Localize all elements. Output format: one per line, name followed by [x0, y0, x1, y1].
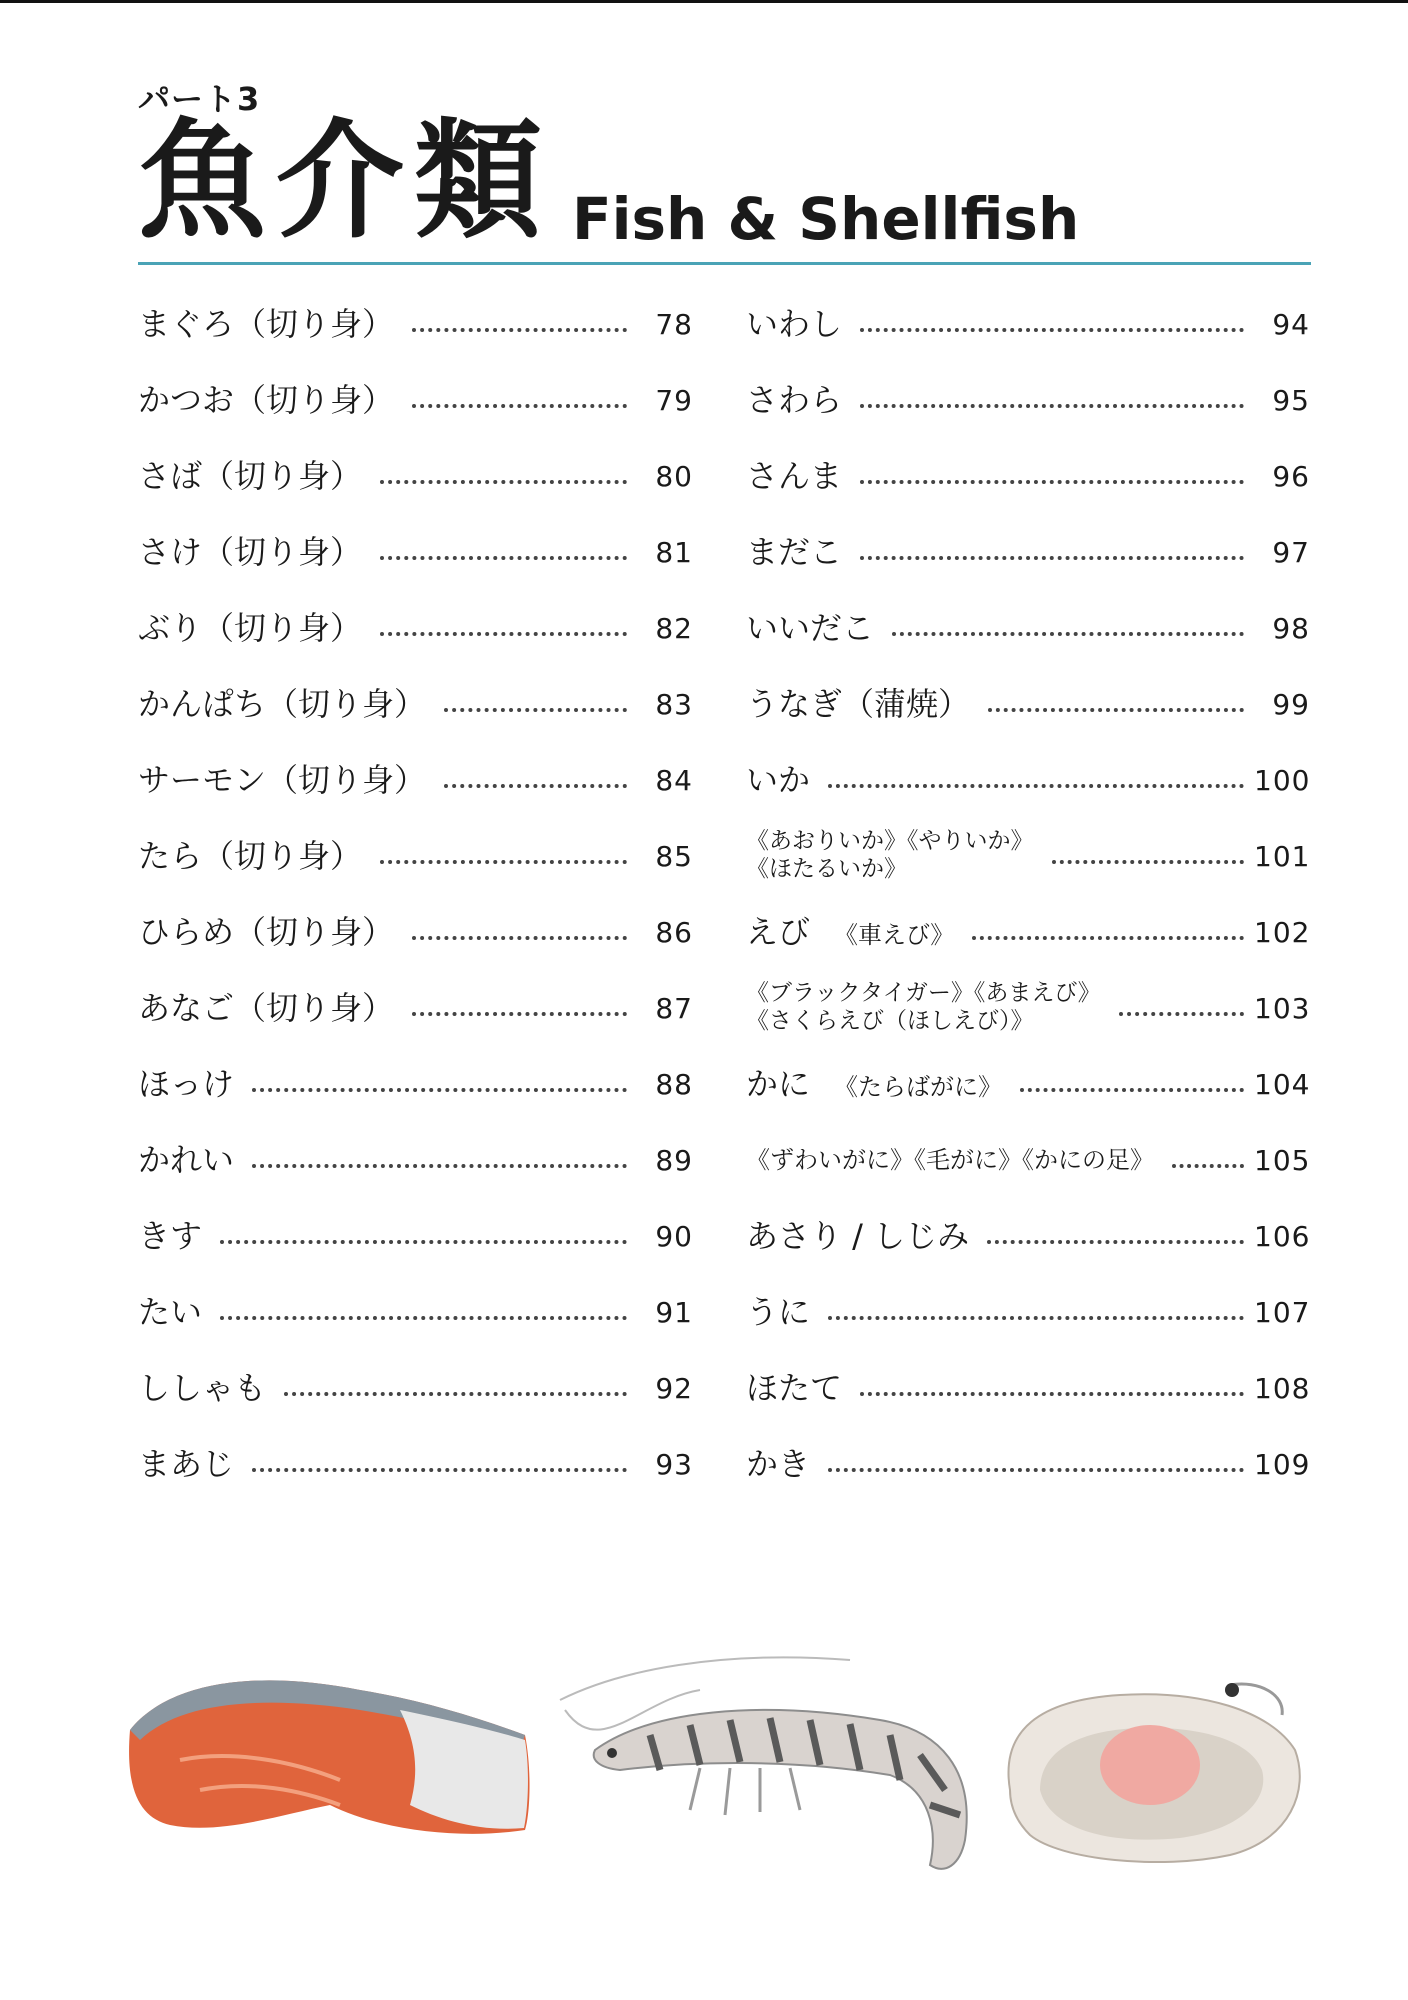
toc-entry: [746, 1274, 1310, 1350]
toc-entry-label: [746, 533, 842, 571]
toc-page-number: 83: [655, 687, 693, 721]
toc-entry-label: [138, 1293, 202, 1331]
toc-entry-label: [138, 381, 394, 419]
toc-entry: [138, 894, 693, 970]
dot-leader: [1119, 1012, 1244, 1016]
dot-leader: [412, 936, 627, 940]
toc-entry-main-text: かつお（切り身）: [138, 380, 395, 419]
toc-left-column: [138, 286, 693, 1502]
dot-leader: [860, 404, 1244, 408]
toc-page-number: 104: [1254, 1067, 1311, 1101]
toc-page-number: 101: [1254, 839, 1311, 873]
dot-leader: [380, 860, 627, 864]
dot-leader: [860, 328, 1244, 332]
toc-entry-main-text: さわら: [746, 380, 843, 419]
dot-leader: [444, 708, 627, 712]
toc-entry-label: [746, 1065, 1002, 1103]
dot-leader: [412, 1012, 627, 1016]
toc-page-number: 103: [1254, 991, 1311, 1025]
toc-entry: [746, 666, 1310, 742]
dot-leader: [1020, 1088, 1244, 1092]
toc-entry: [138, 970, 693, 1046]
toc-entry-label: [138, 913, 394, 951]
toc-entry: [746, 286, 1310, 362]
dot-leader: [252, 1468, 627, 1472]
toc-entry: [746, 894, 1310, 970]
toc-entry-label: 《ずわいがに》《毛がに》《かにの足》: [746, 1145, 1154, 1174]
toc-entry-label-line1: 《あおりいか》《やりいか》: [746, 828, 1034, 855]
salmon-fillet-illustration: [129, 1680, 529, 1833]
toc-entry-label: [138, 1445, 234, 1483]
toc-page-number: 97: [1272, 535, 1310, 569]
toc-entry-main-text: ししゃも: [138, 1368, 267, 1407]
dot-leader: [828, 784, 1244, 788]
dot-leader: [1052, 860, 1245, 864]
toc-page-number: 102: [1254, 915, 1311, 949]
dot-leader: [380, 556, 627, 560]
toc-entry-main-text: うなぎ（蒲焼）: [746, 684, 971, 723]
toc-entry-label: [138, 305, 394, 343]
toc-entry: [746, 362, 1310, 438]
toc-entry-label: [138, 1065, 234, 1103]
toc-entry-main-text: たら（切り身）: [138, 836, 363, 875]
toc-page-number: 109: [1254, 1447, 1311, 1481]
toc-page-number: 84: [655, 763, 693, 797]
toc-entry-label: [746, 457, 842, 495]
toc-entry-main-text: まだこ: [746, 532, 843, 571]
dot-leader: [220, 1240, 627, 1244]
dot-leader: [987, 1240, 1244, 1244]
toc-entry: [138, 1350, 693, 1426]
toc-entry-main-text: まぐろ（切り身）: [138, 304, 395, 343]
dot-leader: [252, 1088, 627, 1092]
toc-entry-label: [138, 457, 362, 495]
toc-entry-main-text: かに: [746, 1064, 811, 1103]
toc-entry-label: [138, 1141, 234, 1179]
toc-entry-main-text: ひらめ（切り身）: [138, 912, 395, 951]
toc-entry-main-text: ほっけ: [138, 1064, 235, 1103]
toc-entry-label: [138, 1217, 202, 1255]
toc-page-number: 90: [655, 1219, 693, 1253]
toc-entry-label: [138, 837, 362, 875]
toc-entry-label: [746, 828, 1034, 883]
dot-leader: [828, 1468, 1244, 1472]
dot-leader: [380, 480, 627, 484]
toc-entry-label: [138, 533, 362, 571]
toc-entry-main-text: かれい: [138, 1140, 235, 1179]
toc-entry-label: [746, 381, 842, 419]
toc-page-number: 95: [1272, 383, 1310, 417]
toc-entry: [138, 286, 693, 362]
toc-page-number: 94: [1272, 307, 1310, 341]
toc-page-number: 91: [655, 1295, 693, 1329]
toc-page-number: 79: [655, 383, 693, 417]
dot-leader: [444, 784, 627, 788]
toc-page-number: 86: [655, 915, 693, 949]
toc-page-number: 108: [1254, 1371, 1311, 1405]
toc-entry-label-line1: 《ブラックタイガー》《あまえび》: [746, 980, 1101, 1007]
toc-page-number: 98: [1272, 611, 1310, 645]
toc-entry-main-text: えび: [746, 912, 811, 951]
toc-page-number: 85: [655, 839, 693, 873]
toc-entry-main-text: ぶり（切り身）: [138, 608, 363, 647]
toc-entry: [746, 1426, 1310, 1502]
toc-entry-main-text: いいだこ: [746, 608, 875, 647]
toc-entry: [746, 590, 1310, 666]
toc-entry: [746, 1350, 1310, 1426]
toc-entry-label: [746, 1217, 969, 1255]
toc-entry: [746, 1046, 1310, 1122]
title-underline: [138, 262, 1311, 265]
dot-leader: [892, 632, 1244, 636]
dot-leader: [860, 480, 1244, 484]
toc-page-number: 88: [655, 1067, 693, 1101]
dot-leader: [380, 632, 627, 636]
dot-leader: [988, 708, 1244, 712]
toc-entry-label: [746, 1293, 810, 1331]
toc-entry-sub-text: 《車えび》: [834, 920, 955, 949]
dot-leader: [860, 1392, 1244, 1396]
toc-page-number: 81: [655, 535, 693, 569]
dot-leader: [1172, 1164, 1244, 1168]
toc-page-number: 107: [1254, 1295, 1311, 1329]
toc-entry: [138, 666, 693, 742]
toc-entry: [746, 970, 1310, 1046]
toc-entry: [138, 1122, 693, 1198]
toc-entry-label: [746, 305, 842, 343]
toc-entry: [746, 1198, 1310, 1274]
page-subtitle-english: Fish & Shellfish: [572, 185, 1080, 253]
dot-leader: [412, 328, 627, 332]
toc-entry: [746, 818, 1310, 894]
toc-page-number: 80: [655, 459, 693, 493]
toc-entry-main-text: あさり / しじみ: [746, 1216, 970, 1255]
dot-leader: [220, 1316, 627, 1320]
toc-entry-main-text: いわし: [746, 304, 843, 343]
toc-entry: [138, 818, 693, 894]
toc-entry-main-text: さば（切り身）: [138, 456, 363, 495]
toc-entry-label: [746, 1445, 810, 1483]
toc-entry-label-line2: 《さくらえび（ほしえび）》: [746, 1008, 1034, 1034]
toc-entry: [138, 1274, 693, 1350]
dot-leader: [284, 1392, 627, 1396]
dot-leader: [860, 556, 1244, 560]
toc-entry-sub-text: 《たらばがに》: [834, 1072, 1003, 1101]
toc-entry-label: [746, 913, 954, 951]
toc-entry-label: [138, 609, 362, 647]
toc-entry-label: [746, 1369, 842, 1407]
toc-entry: [138, 362, 693, 438]
page-title: 魚介類: [138, 107, 553, 256]
toc-entry-main-text: たい: [138, 1292, 203, 1331]
toc-page-number: 106: [1254, 1219, 1311, 1253]
toc-page-number: 89: [655, 1143, 693, 1177]
toc-entry: [138, 514, 693, 590]
toc-entry: [138, 590, 693, 666]
toc-entry: [746, 438, 1310, 514]
toc-page-number: 78: [655, 307, 693, 341]
toc-entry: [138, 1426, 693, 1502]
toc-page-number: 87: [655, 991, 693, 1025]
toc-entry: [746, 1122, 1310, 1198]
part-label: パート3: [138, 80, 261, 118]
toc-entry-main-text: かき: [746, 1444, 811, 1483]
toc-entry: [138, 1198, 693, 1274]
toc-page-number: 93: [655, 1447, 693, 1481]
shrimp-illustration: [560, 1657, 967, 1868]
toc-entry-main-text: あなご（切り身）: [138, 988, 395, 1027]
toc-entry: [138, 438, 693, 514]
toc-page-number: 105: [1254, 1143, 1311, 1177]
toc-entry-label: [138, 761, 426, 799]
toc-entry: [138, 1046, 693, 1122]
toc-entry-main-text: サーモン（切り身）: [138, 760, 427, 799]
top-border: [0, 0, 1408, 3]
dot-leader: [252, 1164, 627, 1168]
dot-leader: [828, 1316, 1244, 1320]
toc-entry-label: [138, 989, 394, 1027]
toc-entry-label: [138, 685, 426, 723]
toc-entry: [746, 514, 1310, 590]
toc-page-number: 82: [655, 611, 693, 645]
toc-right-column: [746, 286, 1310, 1502]
toc-page-number: 100: [1254, 763, 1311, 797]
illustrations: [0, 1640, 1408, 1880]
toc-entry-label-line2: 《ほたるいか》: [746, 856, 907, 882]
toc-page-number: 99: [1272, 687, 1310, 721]
toc-entry: [746, 742, 1310, 818]
toc-entry-label: [746, 761, 810, 799]
toc-entry-label: [746, 685, 970, 723]
toc-entry-main-text: きす: [138, 1216, 203, 1255]
toc-entry-label: [138, 1369, 266, 1407]
toc-entry-main-text: うに: [746, 1292, 811, 1331]
toc-entry-main-text: かんぱち（切り身）: [138, 684, 427, 723]
toc-entry-label: [746, 609, 874, 647]
toc-entry-main-text: いか: [746, 760, 811, 799]
toc-page-number: 92: [655, 1371, 693, 1405]
toc-entry: [138, 742, 693, 818]
scallop-illustration: [1008, 1683, 1299, 1862]
toc-page-number: 96: [1272, 459, 1310, 493]
toc-entry-main-text: まあじ: [138, 1444, 235, 1483]
toc-entry-main-text: さんま: [746, 456, 843, 495]
toc-entry-main-text: ほたて: [746, 1368, 843, 1407]
dot-leader: [972, 936, 1244, 940]
toc-entry-label: [746, 980, 1101, 1035]
toc-entry-main-text: さけ（切り身）: [138, 532, 363, 571]
dot-leader: [412, 404, 627, 408]
